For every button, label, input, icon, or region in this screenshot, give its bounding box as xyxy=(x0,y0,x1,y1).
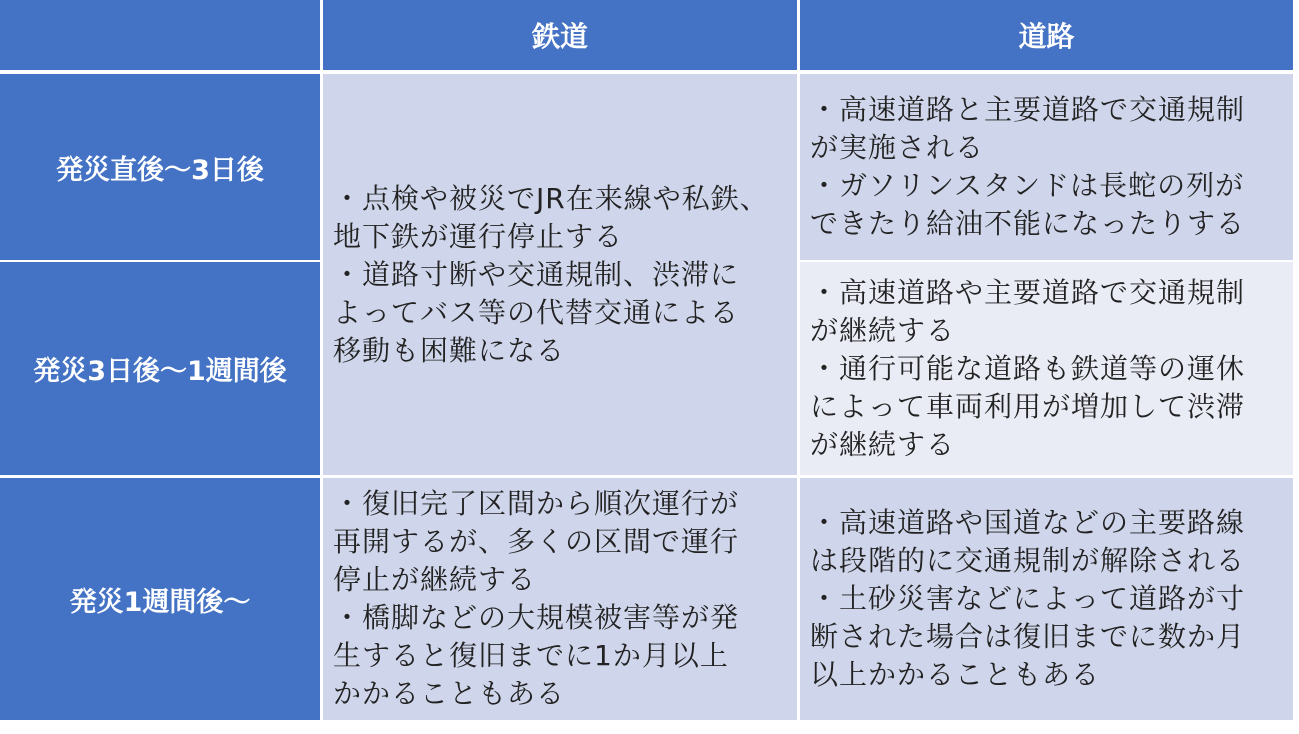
road-r1-line: ・高速道路と主要道路で交通規制 xyxy=(810,93,1246,126)
row-header-immediate xyxy=(0,74,320,260)
rail-late-line: 生すると復旧までに1か月以上 xyxy=(333,639,729,672)
rail-early-line: よってバス等の代替交通による xyxy=(333,295,740,329)
road-r3-line: ・高速道路や国道などの主要路線 xyxy=(810,506,1246,539)
header-road-cell xyxy=(800,0,1293,70)
road-r2-line: が継続する xyxy=(810,427,956,461)
header-corner-cell xyxy=(0,0,320,70)
rail-early-line: 地下鉄が運行停止する xyxy=(333,219,624,253)
header-rail-cell xyxy=(323,0,797,70)
road-cell-3days xyxy=(800,262,1293,475)
rail-cell-late xyxy=(323,478,797,720)
road-r3-line: 以上かかることもある xyxy=(810,658,1101,691)
road-r2-line: ・高速道路や主要道路で交通規制 xyxy=(810,275,1246,309)
rail-early-line: ・道路寸断や交通規制、渋滞に xyxy=(333,257,740,291)
header-rail-label: 鉄道 xyxy=(531,20,588,53)
row-header-3days xyxy=(0,262,320,475)
rail-early-line: ・点検や被災でJR在来線や私鉄、 xyxy=(333,181,769,215)
rail-late-line: 停止が継続する xyxy=(333,563,537,596)
row-header-1week xyxy=(0,478,320,720)
road-r3-line: 断された場合は復旧までに数か月 xyxy=(810,620,1246,653)
road-cell-1week xyxy=(800,478,1293,720)
road-r2-line: によって車両利用が増加して渋滞 xyxy=(810,389,1246,423)
road-r1-line: ・ガソリンスタンドは長蛇の列が xyxy=(810,169,1245,202)
road-r1-line: が実施される xyxy=(810,131,985,164)
road-cell-immediate xyxy=(800,74,1293,260)
rail-cell-early xyxy=(323,74,797,475)
header-road-label: 道路 xyxy=(1018,20,1075,53)
row-label-immediate: 発災直後～3日後 xyxy=(56,154,264,186)
road-r1-line: できたり給油不能になったりする xyxy=(810,207,1246,240)
rail-late-line: 再開するが、多くの区間で運行 xyxy=(333,525,740,558)
road-r2-line: ・通行可能な道路も鉄道等の運休 xyxy=(810,351,1246,385)
row-label-1week: 発災1週間後～ xyxy=(69,586,251,618)
road-r3-line: は段階的に交通規制が解除される xyxy=(810,544,1246,577)
road-r3-line: ・土砂災害などによって道路が寸 xyxy=(810,582,1246,615)
rail-late-line: ・橋脚などの大規模被害等が発 xyxy=(333,601,740,634)
row-label-3days: 発災3日後～1週間後 xyxy=(33,356,287,387)
road-r2-line: が継続する xyxy=(810,313,956,347)
rail-late-line: かかることもある xyxy=(333,677,566,710)
rail-early-line: 移動も困難になる xyxy=(333,333,566,367)
rail-late-line: ・復旧完了区間から順次運行が xyxy=(333,487,740,520)
